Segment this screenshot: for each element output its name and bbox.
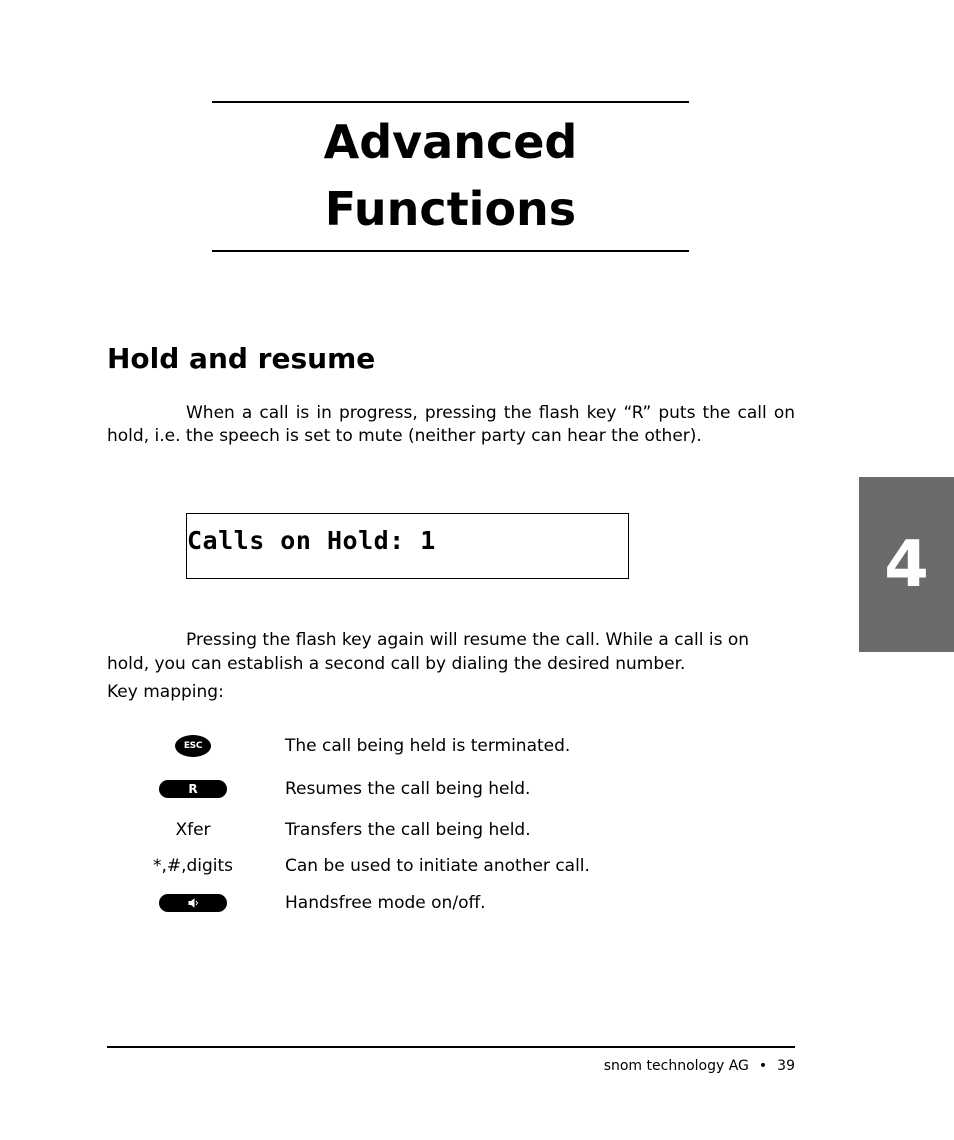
key-description: Transfers the call being held.	[285, 820, 531, 840]
intro-paragraph: When a call is in progress, pressing the flash key “R” puts the call on hold, i.e. the speech is set to mute (neither party can hear the other).	[107, 403, 795, 446]
key-mapping-row	[107, 774, 795, 804]
key-mapping-row	[107, 815, 795, 845]
page-footer	[107, 1056, 795, 1076]
chapter-title-line-1: Advanced	[323, 115, 578, 169]
esc-key-glyph: ESC	[183, 741, 203, 751]
display-text: Calls on Hold: 1	[187, 526, 436, 555]
key-label: Xfer	[175, 820, 211, 840]
esc-key-icon	[175, 735, 211, 757]
chapter-number: 4	[884, 527, 929, 602]
chapter-tab	[859, 477, 954, 652]
key-cell	[107, 888, 279, 918]
r-key-icon	[159, 780, 227, 798]
r-key-glyph: R	[188, 782, 198, 796]
footer-company: snom technology AG	[603, 1058, 749, 1074]
speaker-icon	[187, 897, 199, 909]
footer-separator: •	[758, 1058, 768, 1074]
section-heading: Hold and resume	[107, 342, 376, 375]
key-description: Handsfree mode on/off.	[285, 893, 486, 913]
key-mapping-row	[107, 888, 795, 918]
key-cell	[107, 731, 279, 761]
key-description: Can be used to initiate another call.	[285, 856, 590, 876]
key-cell	[107, 774, 279, 804]
title-bottom-rule	[212, 250, 689, 252]
resume-paragraph: Pressing the flash key again will resume the call. While a call is on hold, you can establish a second call by dialing the desired number.	[107, 630, 750, 674]
footer-rule	[107, 1046, 795, 1048]
key-mapping-label: Key mapping:	[107, 682, 224, 702]
key-mapping-row	[107, 731, 795, 761]
chapter-title-line-2: Functions	[324, 182, 577, 236]
key-description: The call being held is terminated.	[285, 736, 571, 756]
key-description: Resumes the call being held.	[285, 779, 531, 799]
page-number: 39	[777, 1058, 795, 1074]
phone-display	[186, 513, 629, 579]
title-top-rule	[212, 101, 689, 103]
key-mapping-row	[107, 851, 795, 881]
speaker-key-icon	[159, 894, 227, 912]
key-label: *,#,digits	[152, 856, 234, 876]
